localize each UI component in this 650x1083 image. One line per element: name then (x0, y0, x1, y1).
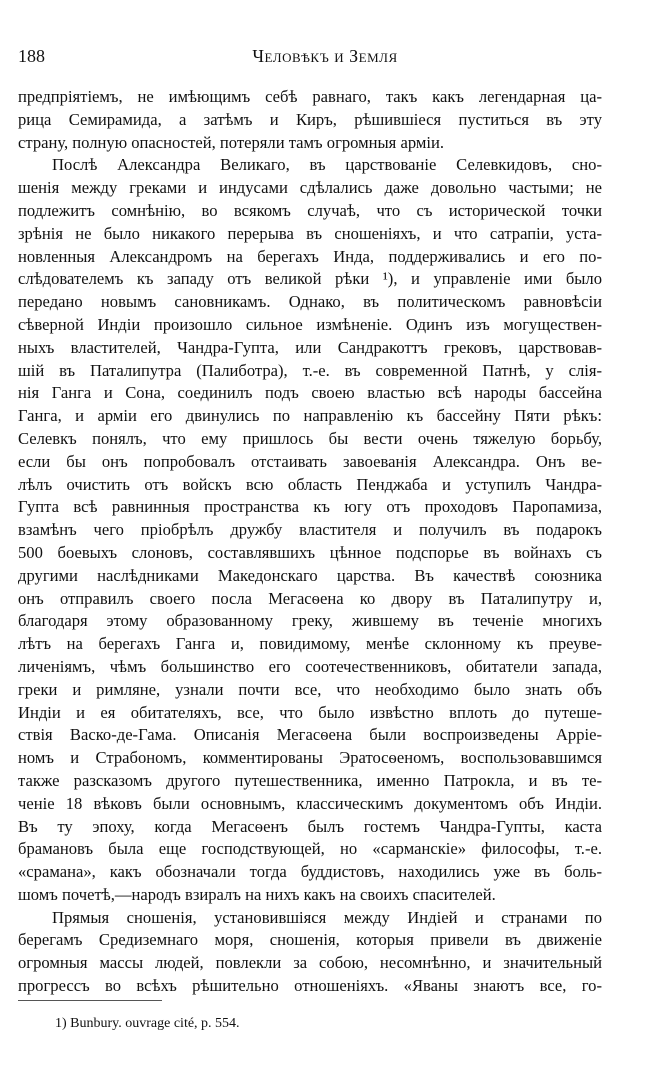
text-line: Индіи и ея обитателяхъ, все, что было извѣстно вплоть до путеше- (18, 702, 602, 722)
text-line: передано новымъ сановникамъ. Однако, въ политическомъ равновѣсіи (18, 292, 602, 312)
text-line: Гупта всѣ равнинныя пространства къ югу отъ проходовъ Паропамиза, (18, 497, 602, 517)
text-line: сѣверной Индіи произошло сильное измѣненіе. Одинъ изъ могуществен- (18, 314, 602, 334)
text-line: Ганга, и арміи его двинулись по направленію къ бассейну Пяти рѣкъ: (18, 406, 602, 426)
running-title: Человѣкъ и Земля (252, 46, 398, 66)
text-line: 500 боевыхъ слоновъ, составлявшихъ цѣнное подспорье въ войнахъ съ (18, 542, 602, 562)
footnote-divider (18, 1000, 162, 1001)
text-line: лѣлъ очистить отъ войскъ всю область Пенджаба и уступилъ Чандра- (18, 474, 602, 494)
text-line: ченіе 18 вѣковъ были основнымъ, классическимъ документомъ объ Индіи. (18, 793, 602, 813)
text-line: зрѣнія не было никакого перерыва въ сношеніяхъ, и что сатрапіи, уста- (18, 223, 602, 243)
text-line: номъ и Страбономъ, комментированы Эратосѳеномъ, воспользовавшимся (18, 748, 602, 768)
text-line: ствія Васко-де-Гама. Описанія Мегасѳена были воспроизведены Арріе- (18, 725, 602, 745)
text-line: лѣтъ на берегахъ Ганга и, повидимому, менѣе склонному къ преуве- (18, 634, 602, 654)
text-line: Послѣ Александра Великаго, въ царствованіе Селевкидовъ, сно- (52, 155, 602, 175)
text-line: рица Семирамида, а затѣмъ и Киръ, рѣшившіеся пуститься въ эту (18, 109, 602, 129)
footnote: 1) Bunbury. ouvrage cité, p. 554. (55, 1016, 240, 1031)
text-line: страну, полную опасностей, потеряли тамъ огромныя арміи. (18, 132, 445, 152)
text-line: шомъ почетѣ,—народъ взиралъ на нихъ какъ на своихъ спасителей. (18, 884, 496, 904)
text-line: Прямыя сношенія, установившіяся между Индіей и странами по (52, 907, 602, 927)
page-number: 188 (18, 46, 45, 66)
text-line: греки и римляне, узнали почти все, что необходимо было знать объ (18, 679, 602, 699)
text-line: подлежитъ сомнѣнію, во всякомъ случаѣ, что съ исторической точки (18, 200, 602, 220)
text-line: предпріятіемъ, не имѣющимъ себѣ равнаго, такъ какъ легендарная ца- (18, 87, 602, 106)
text-line: взамѣнъ чего пріобрѣлъ дружбу властителя и получилъ въ подарокъ (18, 520, 602, 540)
text-line: если бы онъ попробовалъ отстаивать завоеванія Александра. Онъ ве- (18, 451, 602, 471)
text-line: берегамъ Средиземнаго моря, сношенія, которыя привели въ движеніе (18, 930, 602, 950)
text-line: ныхъ властителей, Чандра-Гупта, или Сандракоттъ грековъ, царствовав- (18, 337, 602, 357)
text-line: другими наслѣдниками Македонскаго царства. Въ качествѣ союзника (18, 565, 602, 585)
body-text (18, 86, 602, 998)
text-line: прогрессъ во всѣхъ рѣшительно отношеніяхъ. «Яваны знаютъ все, го- (18, 976, 602, 996)
text-line: благодаря этому образованному греку, жившему въ теченіе многихъ (18, 611, 602, 631)
text-line: также разсказомъ другого путешественника, именно Патрокла, и въ те- (18, 770, 602, 790)
text-line: Въ ту эпоху, когда Мегасѳенъ былъ гостемъ Чандра-Гупты, каста (18, 816, 602, 836)
text-line: «срамана», какъ обозначали тогда буддистовъ, находились уже въ боль- (18, 862, 602, 882)
text-line: Селевкъ понялъ, что ему пришлось бы вести очень тяжелую борьбу, (18, 428, 602, 448)
text-line: шій въ Паталипутра (Палиботра), т.-е. въ современной Патнѣ, у слія- (18, 360, 602, 380)
text-line: онъ отправилъ своего посла Мегасѳена ко двору въ Паталипутру и, (18, 588, 602, 608)
text-line: брамановъ была еще господствующей, но «сарманскіе» философы, т.-е. (18, 839, 602, 859)
text-line: личеніямъ, чѣмъ большинство его соотечественниковъ, обитатели запада, (18, 656, 602, 676)
text-line: шенія между греками и индусами сдѣлались даже довольно частыми; не (18, 178, 602, 198)
text-line: нія Ганга и Сона, соединилъ подъ своею властью всѣ народы бассейна (18, 383, 602, 403)
text-line: слѣдователемъ къ западу отъ великой рѣки ¹), и управленіе ими было (18, 269, 602, 289)
text-line: огромныя массы людей, повлекли за собою, несомнѣнно, и значительный (18, 953, 602, 973)
text-line: новленныя Александромъ на берегахъ Инда, поддерживались и его по- (18, 246, 602, 266)
